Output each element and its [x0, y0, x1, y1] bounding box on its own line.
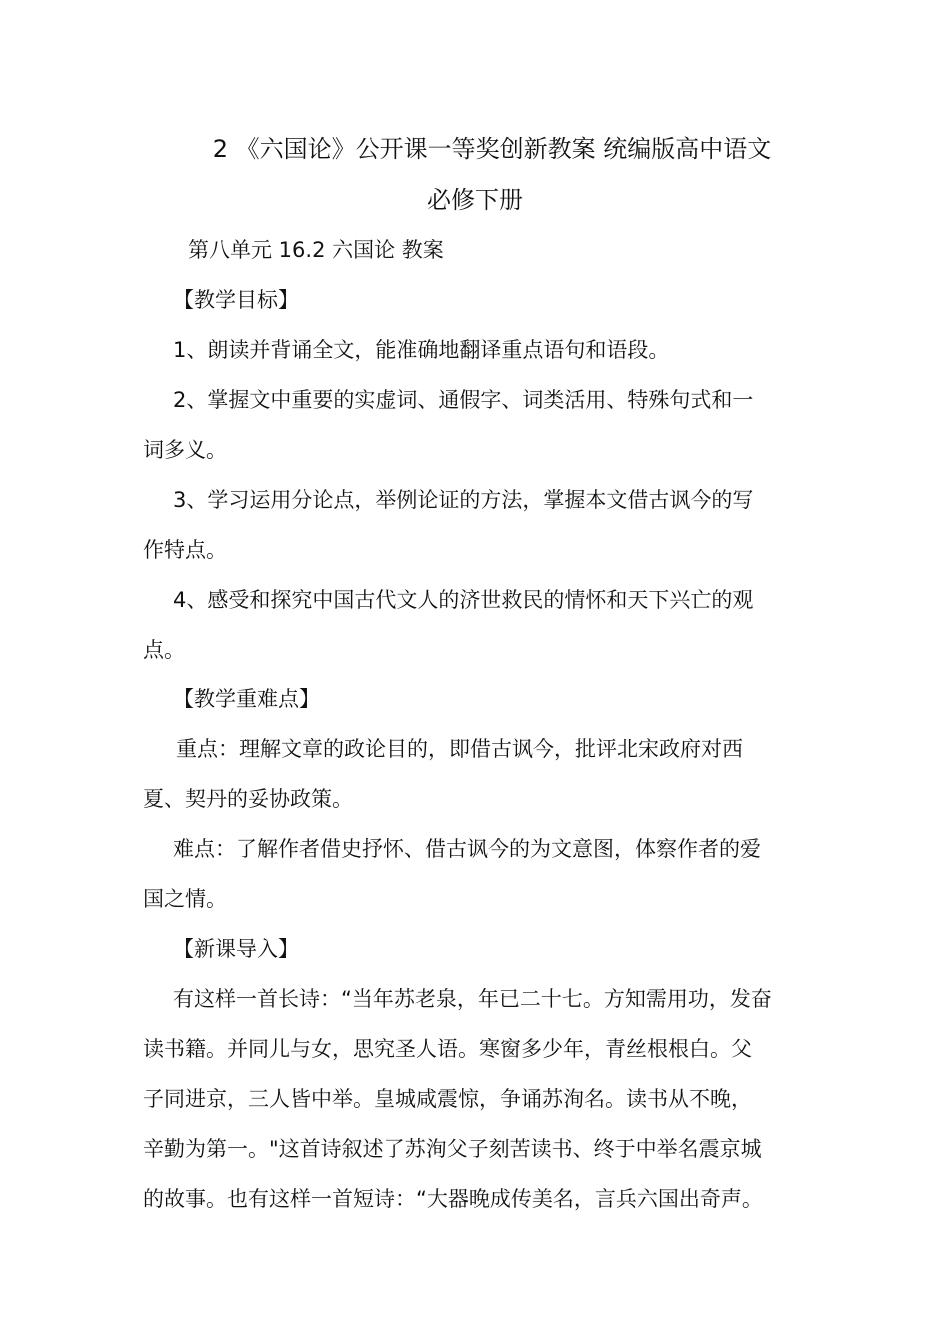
paragraph-line: 1、朗读并背诵全文，能准确地翻译重点语句和语段。 [173, 338, 670, 362]
paragraph-line: 子同进京，三人皆中举。皇城咸震惊，争诵苏洵名。读书从不晚， [143, 1087, 752, 1111]
paragraph-line: 4、感受和探究中国古代文人的济世救民的情怀和天下兴亡的观 [173, 588, 754, 612]
document-title-line-2: 必修下册 [427, 186, 523, 214]
paragraph-line: 读书籍。并同儿与女，思究圣人语。寒窗多少年，青丝根根白。父 [143, 1037, 752, 1061]
paragraph-line: 难点：了解作者借史抒怀、借古讽今的为文意图，体察作者的爱 [173, 837, 761, 861]
section-heading-keypoints: 【教学重难点】 [173, 687, 320, 711]
paragraph-line: 作特点。 [143, 538, 227, 562]
paragraph-line: 重点：理解文章的政论目的，即借古讽今，批评北宋政府对西 [176, 737, 743, 761]
paragraph-line: 3、学习运用分论点，举例论证的方法，掌握本文借古讽今的写 [173, 488, 754, 512]
paragraph-line: 词多义。 [143, 438, 227, 462]
paragraph-line: 国之情。 [143, 887, 227, 911]
paragraph-line: 夏、契丹的妥协政策。 [143, 787, 353, 811]
section-heading-intro: 【新课导入】 [173, 937, 299, 961]
document-subtitle: 第八单元 16.2 六国论 教案 [188, 238, 444, 262]
paragraph-line: 的故事。也有这样一首短诗：“大器晚成传美名，言兵六国出奇声。 [143, 1187, 763, 1211]
section-heading-goals: 【教学目标】 [173, 288, 299, 312]
document-title-line-1: 2 《六国论》公开课一等奖创新教案 统编版高中语文 [212, 135, 772, 163]
paragraph-line: 点。 [143, 638, 185, 662]
paragraph-line: 2、掌握文中重要的实虚词、通假字、词类活用、特殊句式和一 [173, 388, 754, 412]
paragraph-line: 有这样一首长诗：“当年苏老泉，年已二十七。方知需用功，发奋 [173, 987, 772, 1011]
paragraph-line: 辛勤为第一。"这首诗叙述了苏洵父子刻苦读书、终于中举名震京城 [143, 1137, 762, 1161]
